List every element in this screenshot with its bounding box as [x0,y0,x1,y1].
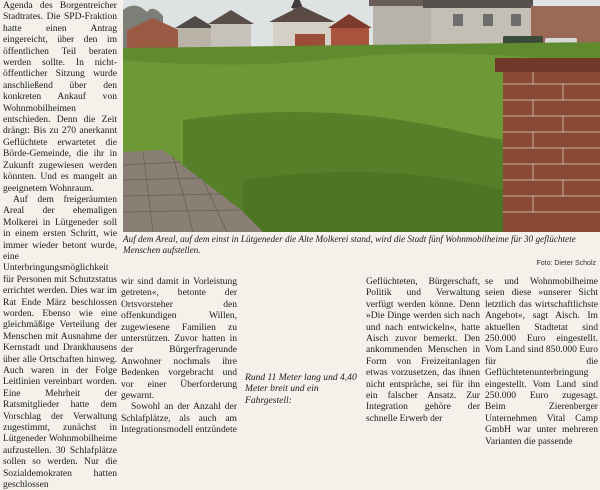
article-paragraph: Auf dem freigeräumten Areal der ehemaligen Molkerei in Lütgeneder soll in einem ersten Schritt, wie immer wieder betont wurde, eine Unterbringungsmöglichkeit für Personen mit Schutzstatus errichtet werden. Dies war im Rat Ende März beschlossen worden. Ebenso wie eine gleichmäßige Verteilung der Menschen mit Ausnahme der Kernstadt und Drankhausens über alle Ortschaften hinweg. Auch waren in der Folge Leitlinien vereinbart worden. Eine Mehrheit der Ratsmitglieder hatte dem Vorschlag der Verwaltung zugestimmt, zunächst in Lütgeneder Wohnmobilheime aufzustellen. 30 Schlafplätze sollen so werden. Nur die Sozialdemokraten hatten geschlossen [3,193,117,490]
article-paragraph: wir sind damit in Vorleistung getreten«, betonte der Ortsvorsteher den offenkundigen Willen, zugewiesene Familien zu unterstützen. Zuvor hatten in der Bürgerfragerunde Anwohner nochmals ihre Bedenken vorgebracht und vor einer Überforderung gewarnt. [121,276,237,402]
photo-caption: Auf dem Areal, auf dem einst in Lütgeneder die Alte Molkerei stand, wird die Stadt fünf Wohnmobilheime für 30 geflüchtete Menschen aufstellen. [123,234,576,256]
article-column-bottom-4 [485,276,598,447]
article-paragraph: se und Wohnmobilheime seien diese »unserer Sicht letztlich das wirtschaftlichste Angebot«, sagt Aisch. Im aktuellen Stadtetat sind 250.000 Euro eingestellt. Vom Land sind 850.000 Euro für die Geflüchtetenunterbringung eingestellt. Vom Land sind 250.000 Euro zugesagt. Beim Zierenberger Unternehmen Vital Camp GmbH war unter mehreren Varianten die passende [485,276,598,447]
article-column-bottom-1 [121,276,237,436]
photo-credit: Foto: Dieter Scholz [536,260,596,267]
article-paragraph: Geflüchteten, Bürgerschaft, Politik und Verwaltung verfügt werden könne. Denn »Die Dinge werden sich nach und nach entwickeln«, hatte Aisch zuvor bemerkt. Den ankommenden Menschen in Form von Freizeitanlagen etwas vorzusetzen, das ihnen nicht entspräche, sei für ihn ein falscher Ansatz. Zur Integration gehöre der schnelle Erwerb der [366,276,480,424]
article-column-bottom-3 [366,276,480,424]
article-paragraph: Agenda des Borgentreicher Stadtrates. Die SPD-Fraktion hatte einen Antrag eingereicht, über den im öffentlichen Teil beraten werden sollte. In nicht-öffentlicher Sitzung wurde anschließend über den konkreten Ankauf von Wohnmobilheimen entschieden. Denn die Zeit drängt: Bis zu 270 anerkannt Geflüchtete erwartetet die Börde-Gemeinde, die ihr in Zukunft zugewiesen werden könnten. Und es mangelt an geeignetem Wohnraum. [3,0,117,194]
article-left-column [3,0,117,490]
pull-quote: Rund 11 Meter lang und 4,40 Meter breit und ein Fahrgestell: [245,372,357,406]
photo-village-meadow [123,0,600,232]
article-photo [123,0,600,232]
article-paragraph: Sowohl an der Anzahl der Schlafplätze, als auch am Integrationsmodell entzündete [121,401,237,436]
